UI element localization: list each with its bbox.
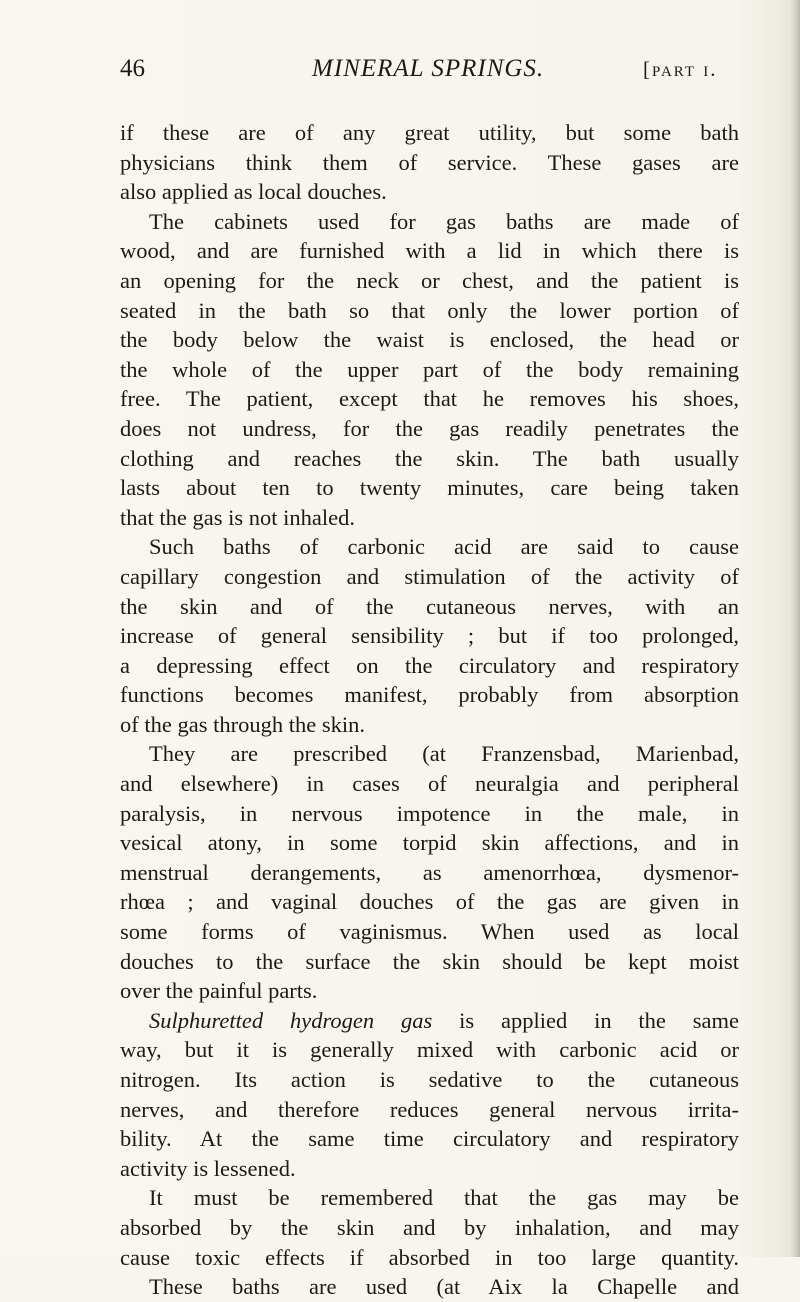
text-line: way, but it is generally mixed with carbonic acid or [120, 1037, 739, 1063]
paragraph-start-line: These baths are used (at Aix la Chapelle and [149, 1274, 739, 1300]
text-line: nitrogen. Its action is sedative to the cutaneous [120, 1067, 739, 1092]
running-title: MINERAL SPRINGS. [312, 55, 545, 82]
text-line: the whole of the upper part of the body remaining [120, 356, 739, 382]
text-line: some forms of vaginismus. When used as local [120, 919, 739, 945]
text-line: wood, and are furnished with a lid in which there is [120, 238, 739, 264]
text-line: the skin and of the cutaneous nerves, with an [120, 593, 739, 619]
text-line: a depressing effect on the circulatory and respiratory [120, 652, 739, 678]
paragraph-start-line [120, 1006, 739, 1036]
text-line: if these are of any great utility, but some bath [120, 120, 739, 145]
text-line: over the painful parts. [120, 978, 318, 1004]
text-line: capillary congestion and stimulation of the activity of [120, 563, 739, 589]
page-number: 46 [120, 55, 145, 82]
paragraph-start-line: The cabinets used for gas baths are made of [149, 208, 739, 234]
text-line: of the gas through the skin. [120, 711, 365, 737]
text-line: absorbed by the skin and by inhalation, and may [120, 1214, 739, 1240]
text-line: lasts about ten to twenty minutes, care being taken [120, 475, 739, 501]
italic-term: Sulphuretted hydrogen gas [149, 1007, 433, 1033]
paragraph-start-line: Such baths of carbonic acid are said to cause [149, 534, 739, 560]
text-line: paralysis, in nervous impotence in the male, in [120, 800, 739, 826]
text-line: douches to the surface the skin should be kept moist [120, 948, 739, 974]
running-header [120, 52, 740, 86]
text-line-rest: is applied in the same [459, 1007, 739, 1033]
text-line: menstrual derangements, as amenorrhœa, dysmenor- [120, 859, 739, 885]
text-line: vesical atony, in some torpid skin affections, and in [120, 830, 739, 856]
text-line: and elsewhere) in cases of neuralgia and peripheral [120, 771, 739, 797]
text-line: nerves, and therefore reduces general nervous irrita- [120, 1096, 739, 1122]
text-line: activity is lessened. [120, 1155, 296, 1181]
text-line: seated in the bath so that only the lower portion of [120, 297, 739, 323]
paragraph-start-line: It must be remembered that the gas may be [149, 1185, 739, 1211]
body-text [120, 118, 739, 1302]
text-line: functions becomes manifest, probably from absorption [120, 682, 739, 708]
text-line: the body below the waist is enclosed, the head or [120, 327, 739, 353]
text-line: bility. At the same time circulatory and respiratory [120, 1126, 739, 1152]
text-line: cause toxic effects if absorbed in too large quantity. [120, 1244, 739, 1270]
text-line: does not undress, for the gas readily penetrates the [120, 415, 739, 441]
text-line: increase of general sensibility ; but if too prolonged, [120, 623, 739, 649]
text-line: free. The patient, except that he removes his shoes, [120, 386, 739, 412]
text-line: physicians think them of service. These gases are [120, 149, 739, 175]
text-line: that the gas is not inhaled. [120, 504, 355, 530]
text-line: clothing and reaches the skin. The bath usually [120, 445, 739, 471]
text-line: an opening for the neck or chest, and the patient is [120, 267, 739, 293]
page-edge-shadow [790, 0, 800, 1257]
text-line: also applied as local douches. [120, 179, 387, 205]
text-line: rhœa ; and vaginal douches of the gas are given in [120, 889, 739, 915]
part-label: [part i. [643, 57, 718, 81]
paragraph-start-line: They are prescribed (at Franzensbad, Marienbad, [149, 741, 739, 767]
